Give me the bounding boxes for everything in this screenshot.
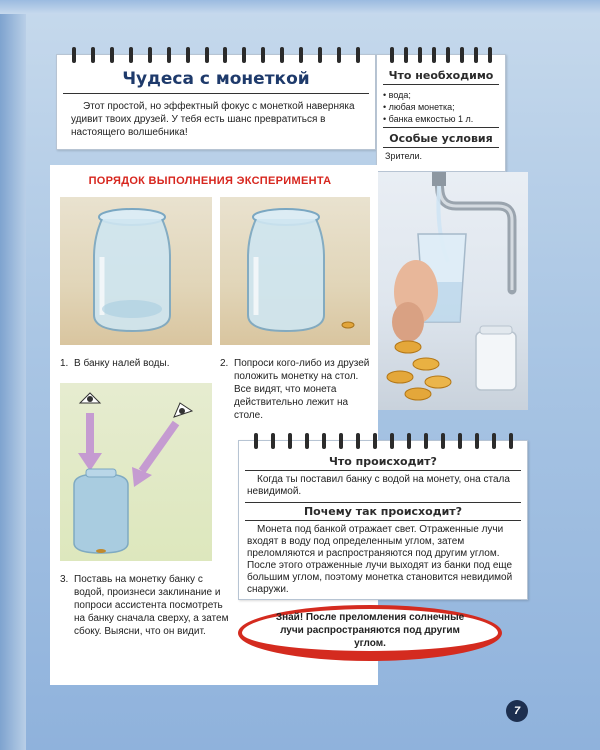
step-1 — [60, 357, 212, 370]
water-tap-illustration — [378, 172, 528, 410]
jar-and-coin-illustration — [220, 197, 370, 345]
know-banner — [238, 605, 502, 661]
conditions-text: Зрители. — [385, 151, 422, 161]
jar-illustration — [60, 197, 212, 345]
intro-text: Этот простой, но эффектный фокус с монеткой наверняка удивит твоих друзей. У тебя есть шанс превратиться в настоящего волшебника! — [71, 101, 355, 138]
step-number: 1. — [60, 358, 69, 369]
what-happens-text: Когда ты поставил банку с водой на монету, она стала невидимой. — [247, 474, 510, 497]
coin-icon — [342, 322, 354, 328]
step-text: Попроси кого-либо из друзей положить монетку на стол. Все видят, что монета действительно лежит на столе. — [234, 358, 370, 421]
know-text: Знай! После преломления солнечные лучи распространяются под другим углом. — [275, 611, 465, 649]
step-3 — [60, 573, 230, 638]
page-frame-left — [0, 0, 26, 750]
spiral-binding — [57, 47, 375, 65]
page-number: 7 — [506, 700, 528, 722]
step-number: 3. — [60, 574, 69, 585]
arrow-down-icon — [86, 413, 94, 453]
conditions-title: Особые условия — [383, 127, 499, 148]
materials-list — [377, 85, 505, 127]
page-frame-top — [0, 0, 600, 14]
spiral-binding — [377, 47, 505, 65]
page-title: Чудеса с монеткой — [63, 55, 369, 94]
why-title: Почему так происходит? — [245, 502, 521, 521]
step-1-image — [60, 197, 212, 345]
step-2 — [220, 357, 370, 422]
intro-card — [56, 54, 376, 150]
list-item: • любая монетка; — [383, 101, 499, 113]
list-item: • вода; — [383, 89, 499, 101]
materials-title: Что необходимо — [383, 55, 499, 85]
list-item: • банка емкостью 1 л. — [383, 113, 499, 125]
step-text: В банку налей воды. — [74, 358, 170, 369]
step-number: 2. — [220, 358, 229, 369]
why-text: Монета под банкой отражает свет. Отраженные лучи входят в воду под определенным углом, затем преломляются и распространяются под другим углом. После этого отраженные лучи выходят из банки под еще большим углом, поэтому монетка становится невидимой снаружи. — [247, 524, 513, 595]
step-2-image — [220, 197, 370, 345]
experiment-header: ПОРЯДОК ВЫПОЛНЕНИЯ ЭКСПЕРИМЕНТА — [88, 175, 332, 187]
step-text: Поставь на монетку банку с водой, произнеси заклинание и попроси ассистента посмотреть на банку сначала сверху, а затем сбоку. Выясни, что он видит. — [74, 574, 229, 637]
materials-card — [376, 54, 506, 172]
what-happens-title: Что происходит? — [245, 441, 521, 471]
spiral-binding — [239, 433, 527, 451]
explanation-card — [238, 440, 528, 600]
water-glass-photo — [378, 172, 528, 410]
observation-illustration — [60, 383, 212, 561]
step-3-image — [60, 383, 212, 561]
